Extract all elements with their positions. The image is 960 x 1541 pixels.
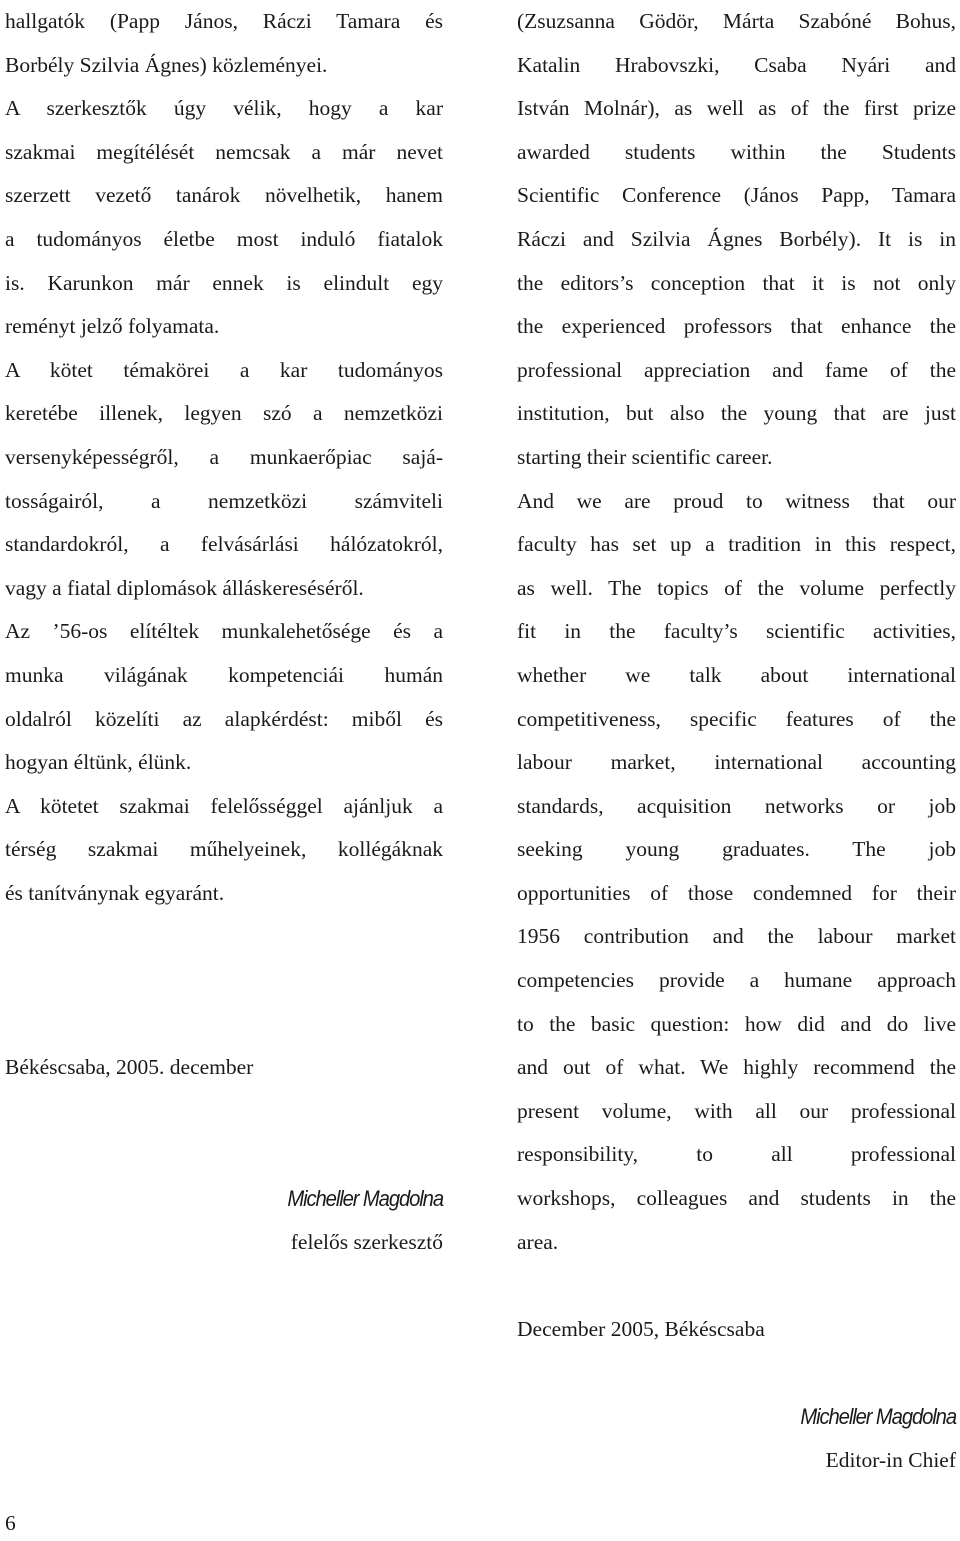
text-line: A kötet témakörei a kar tudományos (5, 357, 443, 382)
spacer (5, 915, 443, 1002)
date-line: December 2005, Békéscsaba (517, 1316, 765, 1341)
text-line: responsibility, to all professional (517, 1142, 956, 1167)
text-line: a tudományos életbe most induló fiatalok (5, 226, 443, 251)
text-line: tosságairól, a nemzetközi számviteli (5, 488, 443, 513)
text-line: vagy a fiatal diplomások álláskereséséről. (5, 575, 364, 600)
text-line: present volume, with all our professional (517, 1098, 956, 1123)
text-line: Ráczi and Szilvia Ágnes Borbély). It is in (517, 226, 956, 251)
text-line: opportunities of those condemned for their (517, 880, 956, 905)
spacer (517, 1264, 956, 1308)
text-line: workshops, colleagues and students in the (517, 1186, 956, 1211)
english-column (517, 0, 956, 1482)
text-line: professional appreciation and fame of the (517, 357, 956, 382)
text-line: is. Karunkon már ennek is elindult egy (5, 270, 443, 295)
text-line: the editors’s conception that it is not only (517, 270, 956, 295)
text-line: térség szakmai műhelyeinek, kollégáknak (5, 837, 443, 862)
text-line: hallgatók (Papp János, Ráczi Tamara és (5, 9, 443, 33)
text-line: szerzett vezető tanárok növelhetik, hanem (5, 183, 443, 208)
editor-signature: Micheller Magdolna (287, 1186, 443, 1212)
page-number: 6 (5, 1511, 16, 1535)
text-line: István Molnár), as well as of the first prize (517, 96, 956, 121)
text-line: és tanítványnak egyaránt. (5, 880, 225, 905)
text-line: awarded students within the Students (517, 139, 956, 164)
text-line: faculty has set up a tradition in this respect, (517, 532, 956, 557)
text-line: and out of what. We highly recommend the (517, 1055, 956, 1080)
text-line: A kötetet szakmai felelősséggel ajánljuk a (5, 793, 443, 818)
date-line: Békéscsaba, 2005. december (5, 1055, 254, 1080)
text-line: versenyképességről, a munkaerőpiac sajá- (5, 444, 443, 469)
text-line: (Zsuzsanna Gödör, Márta Szabóné Bohus, (517, 9, 956, 33)
editor-signature: Micheller Magdolna (800, 1404, 956, 1429)
text-line: the experienced professors that enhance the (517, 314, 956, 339)
text-line: area. (517, 1229, 559, 1254)
text-line: A szerkesztők úgy vélik, hogy a kar (5, 96, 443, 121)
text-line: to the basic question: how did and do live (517, 1011, 956, 1036)
text-line: whether we talk about international (517, 662, 956, 687)
text-line: munka világának kompetenciái humán (5, 662, 443, 687)
text-line: competitiveness, specific features of the (517, 706, 956, 731)
spacer (5, 1090, 443, 1177)
text-line: seeking young graduates. The job (517, 837, 956, 862)
text-line: Borbély Szilvia Ágnes) közleményei. (5, 52, 328, 77)
spacer (517, 1351, 956, 1395)
editor-role: Editor-in Chief (825, 1447, 956, 1472)
text-line: 1956 contribution and the labour market (517, 924, 956, 949)
text-line: as well. The topics of the volume perfectly (517, 575, 956, 600)
text-line: standards, acquisition networks or job (517, 793, 956, 818)
text-line: standardokról, a felvásárlási hálózatokról, (5, 532, 443, 557)
editor-role: felelős szerkesztő (290, 1229, 443, 1254)
text-line: labour market, international accounting (517, 750, 956, 775)
text-line: hogyan éltünk, élünk. (5, 750, 192, 775)
text-line: Az ’56-os elítéltek munkalehetősége és a (5, 619, 443, 644)
text-line: competencies provide a humane approach (517, 968, 956, 993)
text-line: szakmai megítélését nemcsak a már nevet (5, 139, 443, 164)
text-line: starting their scientific career. (517, 444, 773, 469)
text-line: keretébe illenek, legyen szó a nemzetközi (5, 401, 443, 426)
text-line: And we are proud to witness that our (517, 488, 956, 513)
spacer (5, 1003, 443, 1047)
text-line: oldalról közelíti az alapkérdést: miből és (5, 706, 443, 731)
text-line: Scientific Conference (János Papp, Tamara (517, 183, 956, 208)
text-line: Katalin Hrabovszki, Csaba Nyári and (517, 52, 956, 77)
hungarian-column (5, 0, 443, 1264)
text-line: reményt jelző folyamata. (5, 314, 220, 339)
text-line: fit in the faculty’s scientific activities, (517, 619, 956, 644)
text-line: institution, but also the young that are just (517, 401, 956, 426)
